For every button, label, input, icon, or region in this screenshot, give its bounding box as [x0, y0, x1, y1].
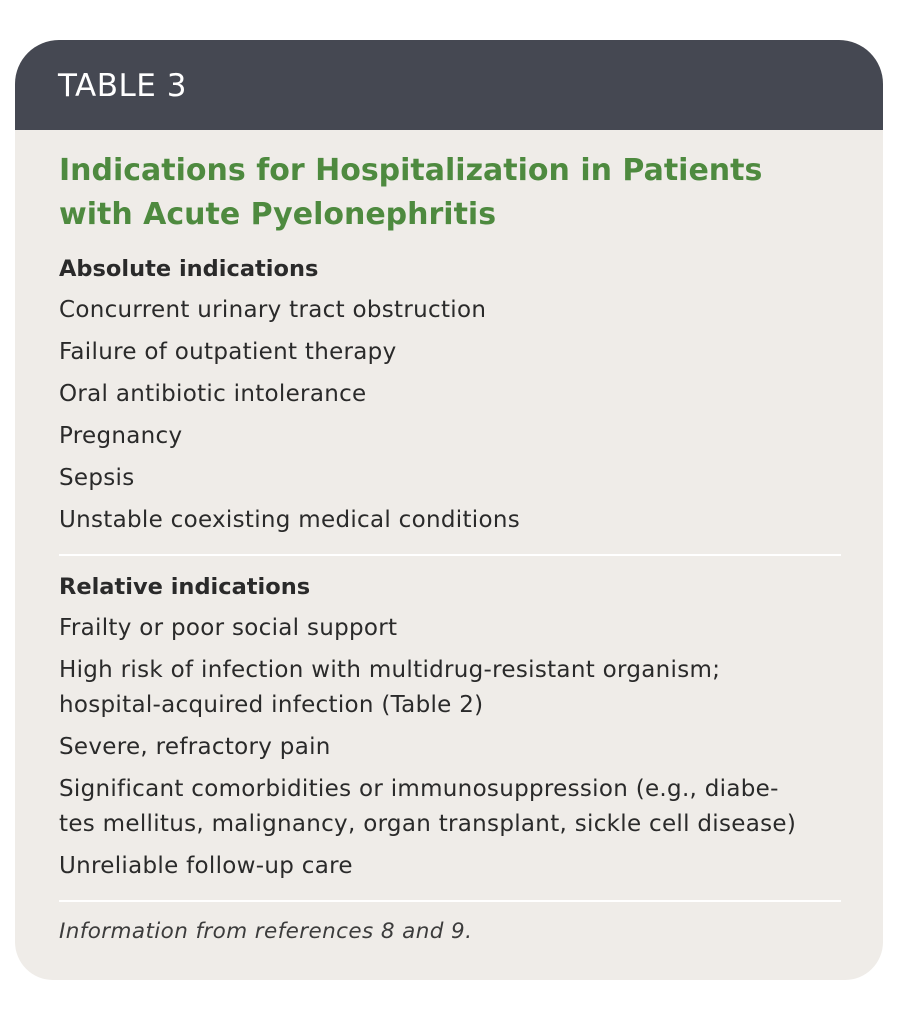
- list-item: Unstable coexisting medical conditions: [59, 507, 521, 533]
- list-item-line: Significant comorbidities or immunosuppression (e.g., diabe-: [59, 776, 779, 802]
- table-card: [15, 40, 883, 980]
- list-item: Frailty or poor social support: [59, 615, 398, 641]
- table-body: [59, 252, 841, 948]
- list-item-line: tes mellitus, malignancy, organ transplant, sickle cell disease): [59, 811, 797, 837]
- list-item: Sepsis: [59, 465, 135, 491]
- section-divider: [59, 554, 841, 556]
- list-item: [59, 772, 841, 842]
- table-label: TABLE 3: [58, 68, 187, 104]
- list-item: Oral antibiotic intolerance: [59, 381, 367, 407]
- section-divider: [59, 900, 841, 902]
- list-item: [59, 653, 841, 723]
- absolute-indications-section: [59, 252, 841, 538]
- table-header: [15, 40, 883, 130]
- list-item-line: High risk of infection with multidrug-resistant organism;: [59, 657, 721, 683]
- relative-indications-section: [59, 570, 841, 884]
- list-item: Failure of outpatient therapy: [59, 339, 397, 365]
- table-title-line-1: Indications for Hospitalization in Patients: [59, 153, 763, 188]
- section-heading-relative: Relative indications: [59, 574, 311, 600]
- section-heading-absolute: Absolute indications: [59, 256, 319, 282]
- table-title: [59, 149, 839, 237]
- table-title-line-2: with Acute Pyelonephritis: [59, 197, 497, 232]
- list-item: Unreliable follow-up care: [59, 853, 353, 879]
- list-item-line: hospital-acquired infection (Table 2): [59, 692, 484, 718]
- list-item: Concurrent urinary tract obstruction: [59, 297, 487, 323]
- footnote: Information from references 8 and 9.: [59, 919, 473, 944]
- list-item: Pregnancy: [59, 423, 183, 449]
- list-item: Severe, refractory pain: [59, 734, 331, 760]
